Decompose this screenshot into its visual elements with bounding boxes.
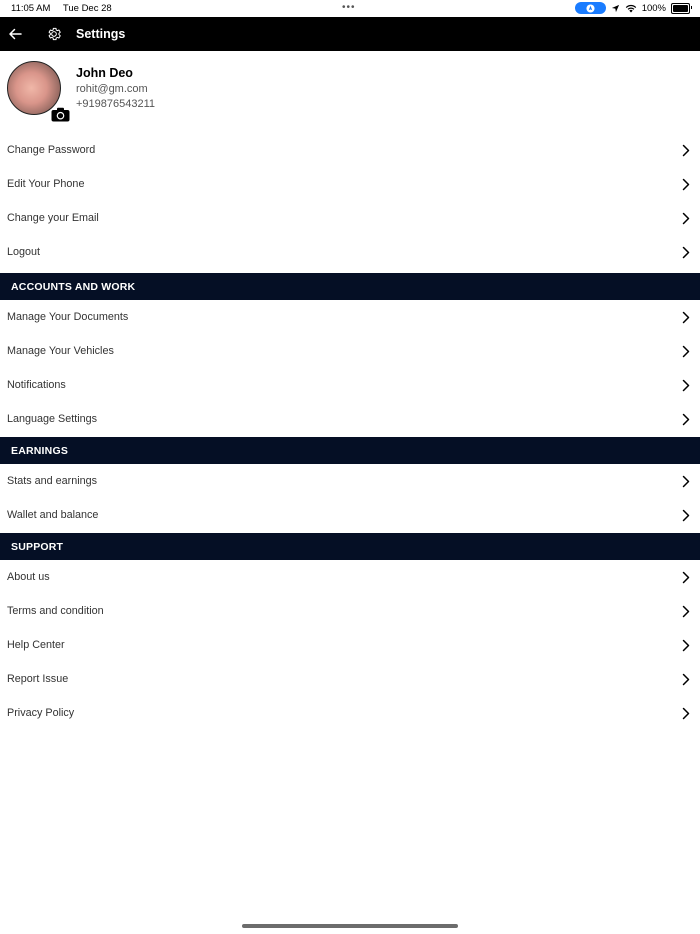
menu-item-label: Help Center xyxy=(7,639,65,651)
chevron-right-icon xyxy=(681,604,691,618)
battery-fill xyxy=(673,5,688,12)
chevron-right-icon xyxy=(681,177,691,191)
status-time: 11:05 AM xyxy=(11,3,51,14)
menu-item-wallet-balance[interactable] xyxy=(0,498,700,532)
menu-item-label: Report Issue xyxy=(7,673,69,685)
profile-phone: +919876543211 xyxy=(76,98,156,110)
menu-item-label: Edit Your Phone xyxy=(7,178,85,190)
section-title: EARNINGS xyxy=(11,444,69,457)
chevron-right-icon xyxy=(681,570,691,584)
chevron-right-icon xyxy=(681,344,691,358)
menu-item-help-center[interactable] xyxy=(0,628,700,662)
menu-item-manage-documents[interactable] xyxy=(0,300,700,334)
section-title: SUPPORT xyxy=(11,540,64,553)
battery-icon xyxy=(671,3,690,14)
gear-icon xyxy=(44,24,64,44)
chevron-right-icon xyxy=(681,412,691,426)
menu-item-report-issue[interactable] xyxy=(0,662,700,696)
menu-item-label: Manage Your Documents xyxy=(7,311,129,323)
back-arrow-icon[interactable] xyxy=(4,23,26,45)
menu-item-change-password[interactable] xyxy=(0,133,700,167)
page-title: Settings xyxy=(76,27,126,41)
location-arrow-icon xyxy=(611,4,620,13)
menu-item-label: Wallet and balance xyxy=(7,509,99,521)
profile-email: rohit@gm.com xyxy=(76,83,148,95)
home-indicator[interactable] xyxy=(242,924,458,928)
wifi-icon xyxy=(625,4,637,13)
menu-item-label: Privacy Policy xyxy=(7,707,75,719)
menu-item-label: Language Settings xyxy=(7,413,98,425)
profile-card xyxy=(0,51,700,133)
chevron-right-icon xyxy=(681,143,691,157)
menu-item-language-settings[interactable] xyxy=(0,402,700,436)
menu-item-logout[interactable] xyxy=(0,235,700,269)
chevron-right-icon xyxy=(681,211,691,225)
menu-item-label: Notifications xyxy=(7,379,66,391)
profile-name: John Deo xyxy=(76,66,133,80)
menu-item-label: Logout xyxy=(7,246,41,258)
chevron-right-icon xyxy=(681,672,691,686)
menu-item-manage-vehicles[interactable] xyxy=(0,334,700,368)
location-pill-icon xyxy=(575,2,606,14)
menu-item-label: Change Password xyxy=(7,144,96,156)
multitask-dots[interactable]: ••• xyxy=(342,2,356,13)
status-bar xyxy=(0,0,700,17)
chevron-right-icon xyxy=(681,245,691,259)
menu-item-about-us[interactable] xyxy=(0,560,700,594)
menu-item-label: Manage Your Vehicles xyxy=(7,345,114,357)
menu-item-label: About us xyxy=(7,571,50,583)
top-bar xyxy=(0,17,700,51)
menu-item-change-email[interactable] xyxy=(0,201,700,235)
camera-icon[interactable] xyxy=(51,107,70,122)
battery-percent: 100% xyxy=(641,2,666,14)
menu-item-terms-condition[interactable] xyxy=(0,594,700,628)
chevron-right-icon xyxy=(681,638,691,652)
chevron-right-icon xyxy=(681,508,691,522)
section-header-earnings xyxy=(0,437,700,464)
chevron-right-icon xyxy=(681,378,691,392)
chevron-right-icon xyxy=(681,474,691,488)
status-right xyxy=(575,2,690,14)
menu-item-notifications[interactable] xyxy=(0,368,700,402)
menu-item-label: Stats and earnings xyxy=(7,475,98,487)
menu-item-label: Terms and condition xyxy=(7,605,104,617)
section-header-accounts-work xyxy=(0,273,700,300)
chevron-right-icon xyxy=(681,706,691,720)
status-date: Tue Dec 28 xyxy=(62,3,112,14)
menu-item-edit-phone[interactable] xyxy=(0,167,700,201)
chevron-right-icon xyxy=(681,310,691,324)
status-left xyxy=(11,3,122,14)
menu-item-stats-earnings[interactable] xyxy=(0,464,700,498)
section-header-support xyxy=(0,533,700,560)
menu-item-privacy-policy[interactable] xyxy=(0,696,700,730)
section-title: ACCOUNTS AND WORK xyxy=(11,280,136,293)
menu-item-label: Change your Email xyxy=(7,212,99,224)
